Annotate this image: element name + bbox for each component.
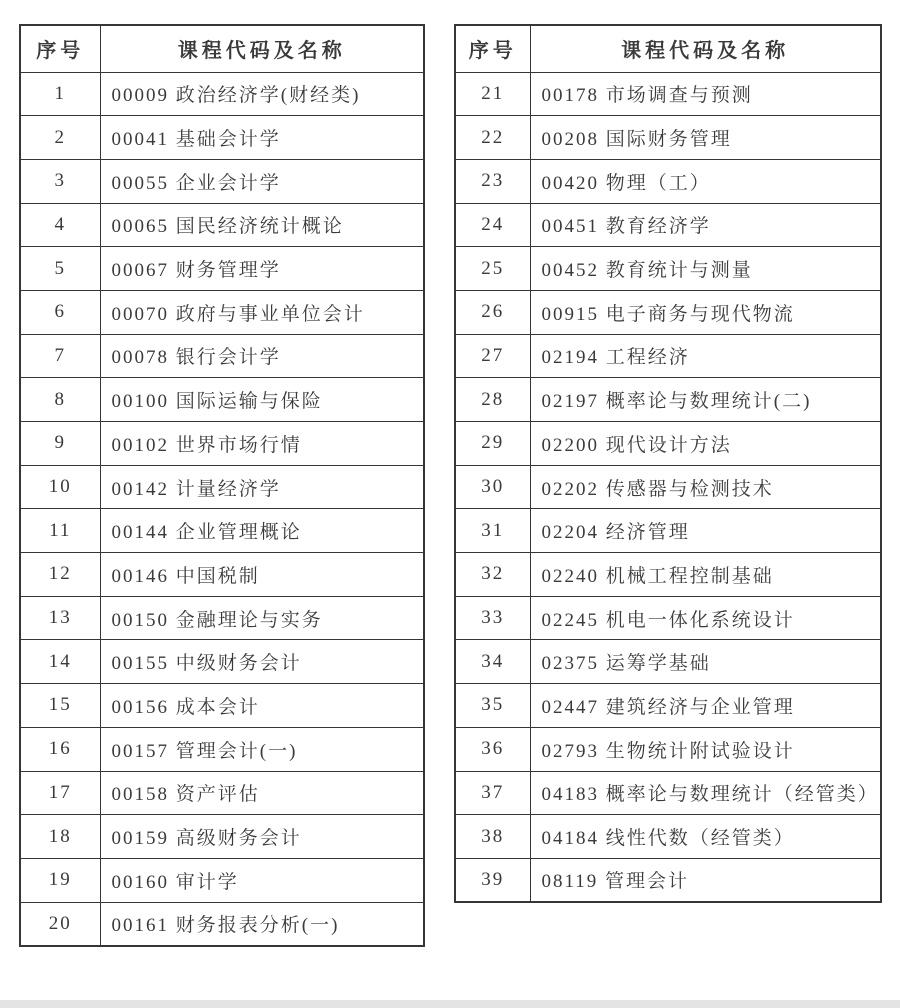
table-body-right xyxy=(455,72,881,902)
table-row xyxy=(20,334,424,378)
course-code-name-cell: 02200 现代设计方法 xyxy=(530,422,881,466)
course-code-name-cell: 02245 机电一体化系统设计 xyxy=(530,596,881,640)
course-code-name-cell: 00150 金融理论与实务 xyxy=(100,596,424,640)
row-serial-number-cell: 5 xyxy=(20,247,100,291)
table-row xyxy=(455,509,881,553)
column-header-course-code-name: 课程代码及名称 xyxy=(100,25,424,72)
table-row xyxy=(20,116,424,160)
row-serial-number-cell: 12 xyxy=(20,553,100,597)
table-row xyxy=(455,116,881,160)
table-row xyxy=(455,640,881,684)
table-row xyxy=(455,334,881,378)
course-code-name-cell: 08119 管理会计 xyxy=(530,858,881,902)
table-row xyxy=(455,422,881,466)
table-row xyxy=(20,727,424,771)
row-serial-number-cell: 1 xyxy=(20,72,100,116)
header-row xyxy=(20,25,424,72)
course-table-right xyxy=(454,24,882,903)
row-serial-number-cell: 15 xyxy=(20,684,100,728)
course-code-name-cell: 00078 银行会计学 xyxy=(100,334,424,378)
course-code-name-cell: 00041 基础会计学 xyxy=(100,116,424,160)
course-code-name-cell: 04183 概率论与数理统计（经管类） xyxy=(530,771,881,815)
course-code-name-cell: 02375 运筹学基础 xyxy=(530,640,881,684)
table-row xyxy=(20,290,424,334)
row-serial-number-cell: 17 xyxy=(20,771,100,815)
course-code-name-cell: 00157 管理会计(一) xyxy=(100,727,424,771)
table-row xyxy=(20,684,424,728)
row-serial-number-cell: 22 xyxy=(455,116,530,160)
table-row xyxy=(20,378,424,422)
row-serial-number-cell: 24 xyxy=(455,203,530,247)
course-code-name-cell: 00208 国际财务管理 xyxy=(530,116,881,160)
course-code-name-cell: 00159 高级财务会计 xyxy=(100,815,424,859)
table-row xyxy=(455,378,881,422)
table-row xyxy=(455,72,881,116)
course-code-name-cell: 00144 企业管理概论 xyxy=(100,509,424,553)
row-serial-number-cell: 20 xyxy=(20,902,100,946)
column-header-course-code-name: 课程代码及名称 xyxy=(530,25,881,72)
row-serial-number-cell: 36 xyxy=(455,727,530,771)
course-code-name-cell: 00160 审计学 xyxy=(100,858,424,902)
course-code-name-cell: 00451 教育经济学 xyxy=(530,203,881,247)
course-code-name-cell: 00146 中国税制 xyxy=(100,553,424,597)
table-row xyxy=(20,422,424,466)
page-bottom-edge xyxy=(0,1000,900,1008)
course-code-name-cell: 00178 市场调查与预测 xyxy=(530,72,881,116)
table-row xyxy=(20,858,424,902)
row-serial-number-cell: 37 xyxy=(455,771,530,815)
row-serial-number-cell: 31 xyxy=(455,509,530,553)
course-code-name-cell: 02197 概率论与数理统计(二) xyxy=(530,378,881,422)
row-serial-number-cell: 11 xyxy=(20,509,100,553)
column-header-serial-number: 序号 xyxy=(455,25,530,72)
row-serial-number-cell: 30 xyxy=(455,465,530,509)
row-serial-number-cell: 32 xyxy=(455,553,530,597)
table-row xyxy=(455,596,881,640)
course-code-name-cell: 04184 线性代数（经管类） xyxy=(530,815,881,859)
row-serial-number-cell: 7 xyxy=(20,334,100,378)
course-code-name-cell: 00142 计量经济学 xyxy=(100,465,424,509)
header-row xyxy=(455,25,881,72)
table-row xyxy=(455,553,881,597)
row-serial-number-cell: 39 xyxy=(455,858,530,902)
course-code-name-cell: 02202 传感器与检测技术 xyxy=(530,465,881,509)
row-serial-number-cell: 23 xyxy=(455,159,530,203)
row-serial-number-cell: 2 xyxy=(20,116,100,160)
table-header-right xyxy=(455,25,881,72)
course-code-name-cell: 02793 生物统计附试验设计 xyxy=(530,727,881,771)
course-code-name-cell: 02240 机械工程控制基础 xyxy=(530,553,881,597)
table-row xyxy=(20,509,424,553)
row-serial-number-cell: 29 xyxy=(455,422,530,466)
table-body-left xyxy=(20,72,424,946)
row-serial-number-cell: 18 xyxy=(20,815,100,859)
row-serial-number-cell: 26 xyxy=(455,290,530,334)
course-code-name-cell: 00161 财务报表分析(一) xyxy=(100,902,424,946)
course-code-name-cell: 00067 财务管理学 xyxy=(100,247,424,291)
table-header-left xyxy=(20,25,424,72)
row-serial-number-cell: 19 xyxy=(20,858,100,902)
course-table-left xyxy=(19,24,425,947)
course-code-name-cell: 00055 企业会计学 xyxy=(100,159,424,203)
course-code-name-cell: 00158 资产评估 xyxy=(100,771,424,815)
table-row xyxy=(455,727,881,771)
row-serial-number-cell: 28 xyxy=(455,378,530,422)
table-row xyxy=(455,159,881,203)
row-serial-number-cell: 10 xyxy=(20,465,100,509)
row-serial-number-cell: 38 xyxy=(455,815,530,859)
course-code-name-cell: 00100 国际运输与保险 xyxy=(100,378,424,422)
course-code-name-cell: 00155 中级财务会计 xyxy=(100,640,424,684)
table-row xyxy=(455,247,881,291)
row-serial-number-cell: 8 xyxy=(20,378,100,422)
table-row xyxy=(20,72,424,116)
course-tables-container xyxy=(19,24,882,947)
table-row xyxy=(20,159,424,203)
table-row xyxy=(20,247,424,291)
table-row xyxy=(455,815,881,859)
course-code-name-cell: 00009 政治经济学(财经类) xyxy=(100,72,424,116)
row-serial-number-cell: 16 xyxy=(20,727,100,771)
table-row xyxy=(20,203,424,247)
table-row xyxy=(20,640,424,684)
row-serial-number-cell: 33 xyxy=(455,596,530,640)
course-code-name-cell: 00102 世界市场行情 xyxy=(100,422,424,466)
course-code-name-cell: 00070 政府与事业单位会计 xyxy=(100,290,424,334)
course-code-name-cell: 00065 国民经济统计概论 xyxy=(100,203,424,247)
table-row xyxy=(455,684,881,728)
table-row xyxy=(20,553,424,597)
column-header-serial-number: 序号 xyxy=(20,25,100,72)
table-row xyxy=(20,815,424,859)
row-serial-number-cell: 9 xyxy=(20,422,100,466)
table-row xyxy=(455,465,881,509)
course-code-name-cell: 00915 电子商务与现代物流 xyxy=(530,290,881,334)
course-code-name-cell: 00156 成本会计 xyxy=(100,684,424,728)
row-serial-number-cell: 25 xyxy=(455,247,530,291)
table-row xyxy=(20,596,424,640)
row-serial-number-cell: 35 xyxy=(455,684,530,728)
course-code-name-cell: 00420 物理（工） xyxy=(530,159,881,203)
table-row xyxy=(20,465,424,509)
table-row xyxy=(455,290,881,334)
row-serial-number-cell: 3 xyxy=(20,159,100,203)
row-serial-number-cell: 27 xyxy=(455,334,530,378)
row-serial-number-cell: 13 xyxy=(20,596,100,640)
row-serial-number-cell: 34 xyxy=(455,640,530,684)
table-row xyxy=(455,858,881,902)
row-serial-number-cell: 21 xyxy=(455,72,530,116)
course-code-name-cell: 02447 建筑经济与企业管理 xyxy=(530,684,881,728)
row-serial-number-cell: 14 xyxy=(20,640,100,684)
row-serial-number-cell: 4 xyxy=(20,203,100,247)
table-row xyxy=(20,902,424,946)
table-row xyxy=(455,771,881,815)
table-row xyxy=(20,771,424,815)
course-code-name-cell: 00452 教育统计与测量 xyxy=(530,247,881,291)
table-row xyxy=(455,203,881,247)
course-code-name-cell: 02204 经济管理 xyxy=(530,509,881,553)
course-code-name-cell: 02194 工程经济 xyxy=(530,334,881,378)
row-serial-number-cell: 6 xyxy=(20,290,100,334)
